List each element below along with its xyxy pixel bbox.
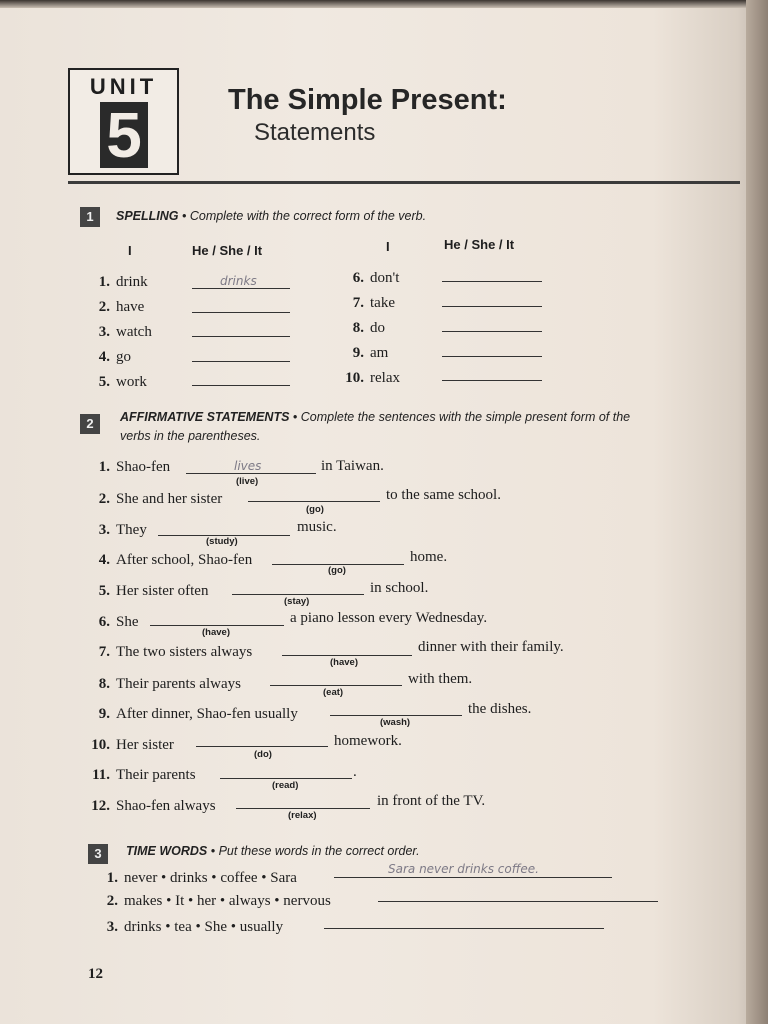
section-2-number: 2 [80, 414, 100, 434]
handwritten-answer: Sara never drinks coffee. [388, 862, 539, 876]
answer-blank[interactable] [324, 928, 604, 929]
verb-cue: (eat) [323, 687, 344, 698]
section-2-key: AFFIRMATIVE STATEMENTS [120, 410, 290, 424]
handwritten-answer: drinks [220, 274, 257, 288]
answer-blank[interactable] [442, 306, 542, 307]
verb-cue: (relax) [288, 810, 317, 821]
sentence-end: with them. [408, 671, 473, 687]
section-3-number: 3 [88, 844, 108, 864]
sentence-item [86, 552, 252, 569]
section-1-key: SPELLING [116, 209, 179, 223]
item-number: 1. [98, 459, 110, 475]
sentence-start: Their parents always [116, 676, 241, 692]
sentence-start: After school, Shao-fen [116, 552, 253, 568]
item-verb: am [370, 345, 389, 361]
item-verb: do [370, 320, 385, 336]
sentence-end: in Taiwan. [321, 458, 384, 474]
spelling-item [340, 295, 395, 312]
verb-cue: (study) [206, 536, 238, 547]
page-edge-shadow [746, 0, 768, 1024]
spelling-item [86, 299, 144, 316]
item-number: 10. [345, 370, 364, 386]
answer-blank[interactable] [442, 281, 542, 282]
item-number: 5. [98, 583, 110, 599]
item-number: 4. [98, 349, 110, 365]
sentence-start: Shao-fen [116, 459, 171, 475]
scrambled-words: drinks • tea • She • usually [124, 919, 284, 935]
answer-blank[interactable] [192, 361, 290, 362]
sentence-item [86, 676, 241, 693]
sentence-end: . [353, 764, 357, 780]
verb-cue: (wash) [380, 717, 411, 728]
page-subtitle: Statements [254, 119, 376, 146]
section-1-number: 1 [80, 207, 100, 227]
item-number: 3. [106, 919, 118, 935]
sentence-start: The two sisters always [116, 644, 253, 660]
unit-label: UNIT [89, 74, 158, 99]
item-number: 6. [352, 270, 364, 286]
sentence-end: the dishes. [468, 701, 532, 717]
item-verb: watch [116, 324, 152, 340]
sentence-end: music. [297, 519, 337, 535]
answer-blank[interactable] [150, 625, 284, 626]
answer-blank[interactable] [282, 655, 412, 656]
answer-blank[interactable] [334, 877, 612, 878]
answer-blank[interactable] [248, 501, 380, 502]
item-number: 2. [98, 299, 110, 315]
sentence-item [86, 767, 196, 784]
sentence-end: homework. [334, 733, 402, 749]
sentence-end: to the same school. [386, 487, 501, 503]
sentence-item [86, 737, 174, 754]
item-verb: drink [116, 274, 148, 290]
answer-blank[interactable] [330, 715, 462, 716]
answer-blank[interactable] [192, 336, 290, 337]
spelling-item [340, 270, 399, 287]
answer-blank[interactable] [442, 380, 542, 381]
item-verb: take [370, 295, 395, 311]
spelling-item [340, 320, 385, 337]
section-3-heading: TIME WORDS • Put these words in the correct order. [126, 844, 420, 858]
verb-cue: (go) [328, 565, 346, 576]
section-2-instruction-cont: verbs in the parentheses. [120, 429, 261, 443]
item-number: 1. [106, 870, 118, 886]
scrambled-words: makes • It • her • always • nervous [124, 893, 331, 909]
word-order-item [94, 870, 297, 887]
item-number: 10. [91, 737, 110, 753]
word-order-item [94, 893, 331, 910]
sentence-end: a piano lesson every Wednesday. [290, 610, 488, 626]
sentence-start: They [116, 522, 147, 538]
answer-blank[interactable] [378, 901, 658, 902]
item-number: 5. [98, 374, 110, 390]
sentence-start: Their parents [116, 767, 196, 783]
sentence-start: She and her sister [116, 491, 223, 507]
item-number: 2. [106, 893, 118, 909]
verb-cue: (go) [306, 504, 324, 515]
sentence-item [86, 583, 208, 600]
verb-cue: (live) [236, 476, 259, 487]
scrambled-words: never • drinks • coffee • Sara [124, 870, 297, 886]
item-number: 8. [98, 676, 110, 692]
verb-cue: (have) [202, 627, 230, 638]
answer-blank[interactable] [220, 778, 352, 779]
answer-blank[interactable] [236, 808, 370, 809]
sentence-end: home. [410, 549, 448, 565]
item-number: 12. [91, 798, 110, 814]
item-number: 7. [352, 295, 364, 311]
sentence-item [86, 459, 170, 476]
item-number: 4. [98, 552, 110, 568]
answer-blank[interactable] [442, 356, 542, 357]
verb-cue: (stay) [284, 596, 310, 607]
item-verb: don't [370, 270, 400, 286]
answer-blank[interactable] [442, 331, 542, 332]
spelling-item [86, 274, 148, 291]
sentence-item [86, 644, 252, 661]
spelling-item [340, 370, 400, 387]
sentence-end: dinner with their family. [418, 639, 564, 655]
sentence-start: Her sister [116, 737, 174, 753]
item-number: 2. [98, 491, 110, 507]
spelling-item [86, 349, 131, 366]
sentence-start: Her sister often [116, 583, 209, 599]
verb-cue: (read) [272, 780, 299, 791]
section-3-instruction: Put these words in the correct order. [218, 844, 420, 858]
handwritten-answer: lives [234, 459, 262, 473]
answer-blank[interactable] [186, 473, 316, 474]
header-divider [68, 181, 740, 184]
item-number: 8. [352, 320, 364, 336]
answer-blank[interactable] [196, 746, 328, 747]
verb-cue: (have) [330, 657, 358, 668]
verb-cue: (do) [254, 749, 272, 760]
word-order-item [94, 919, 283, 936]
answer-blank[interactable] [232, 594, 364, 595]
spelling-item [86, 374, 147, 391]
sentence-start: After dinner, Shao-fen usually [116, 706, 298, 722]
section-1-instruction: Complete with the correct form of the verb. [189, 209, 427, 223]
col-header-he-left: He / She / It [192, 243, 263, 258]
page-title: The Simple Present: [228, 84, 507, 116]
section-3-key: TIME WORDS [126, 844, 208, 858]
col-header-i-left: I [128, 243, 132, 258]
item-verb: work [116, 374, 147, 390]
sentence-item [86, 522, 147, 539]
item-verb: have [116, 299, 145, 315]
answer-blank[interactable] [192, 312, 290, 313]
col-header-i-right: I [386, 239, 390, 254]
sentence-item [86, 614, 139, 631]
sentence-end: in front of the TV. [377, 793, 486, 809]
sentence-end: in school. [370, 580, 429, 596]
item-number: 6. [98, 614, 110, 630]
item-number: 11. [92, 767, 110, 783]
unit-number: 5 [100, 102, 148, 168]
sentence-item [86, 491, 222, 508]
section-1-heading: SPELLING • Complete with the correct form of the verb. [116, 209, 427, 223]
spelling-item [340, 345, 388, 362]
item-number: 1. [98, 274, 110, 290]
item-number: 3. [98, 522, 110, 538]
item-number: 9. [98, 706, 110, 722]
sentence-item [86, 798, 216, 815]
sentence-start: She [116, 614, 139, 630]
answer-blank[interactable] [192, 385, 290, 386]
item-verb: relax [370, 370, 400, 386]
section-2-heading: AFFIRMATIVE STATEMENTS • Complete the sentences with the simple present form of the verbs in the parentheses. [120, 410, 631, 443]
unit-badge [68, 68, 179, 175]
item-number: 7. [98, 644, 110, 660]
section-2-instruction: Complete the sentences with the simple present form of the [300, 410, 631, 424]
answer-blank[interactable] [192, 288, 290, 289]
item-number: 9. [352, 345, 364, 361]
sentence-start: Shao-fen always [116, 798, 216, 814]
spelling-item [86, 324, 152, 341]
item-number: 3. [98, 324, 110, 340]
sentence-item [86, 706, 298, 723]
answer-blank[interactable] [270, 685, 402, 686]
page-top-shadow [0, 0, 768, 8]
page-number: 12 [88, 966, 103, 982]
item-verb: go [116, 349, 131, 365]
col-header-he-right: He / She / It [444, 237, 515, 252]
